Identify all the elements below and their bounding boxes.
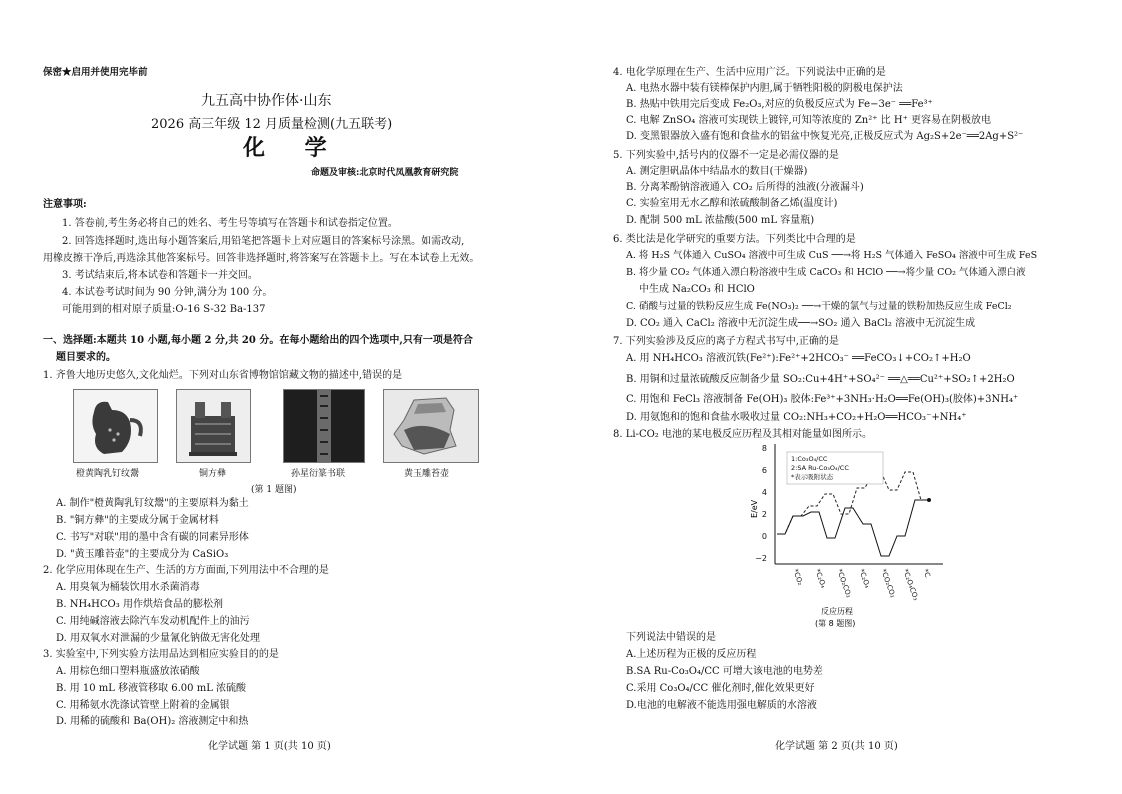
x-tick: *C₂O₄	[857, 567, 872, 590]
x-tick: *CO₂CO₂	[879, 567, 897, 599]
notice-heading: 注意事项:	[43, 199, 87, 210]
q6-option-d: D. CO₂ 通入 CaCl₂ 溶液中无沉淀生成──→SO₂ 通入 BaCl₂ 溶液中无沉淀生成	[626, 318, 976, 329]
q3-option-a: A. 用棕色细口塑料瓶盛放浓硝酸	[56, 666, 200, 677]
exam-title: 2026 高三年级 12 月质量检测(九五联考)	[151, 117, 393, 132]
question-1: 1. 齐鲁大地历史悠久,文化灿烂。下列对山东省博物馆馆藏文物的描述中,错误的是	[43, 370, 403, 381]
chart-caption: (第 8 题图)	[815, 619, 856, 628]
photo-caption-1: 橙黄陶乳钉纹鬶	[76, 469, 140, 479]
question-2: 2. 化学应用体现在生产、生活的方方面面,下列用法中不合理的是	[43, 565, 329, 576]
q5-option-c: C. 实验室用无水乙醇和浓硫酸制备乙烯(温度计)	[626, 198, 838, 209]
q1-option-a: A. 制作"橙黄陶乳钉纹鬶"的主要原料为黏土	[56, 498, 249, 509]
y-tick: 4	[761, 488, 767, 497]
x-tick: *C₂O₄CO₃	[901, 567, 920, 602]
notice-2: 2. 回答选择题时,选出每小题答案后,用铅笔把答题卡上对应题目的答案标号涂黑。如需改动,	[62, 236, 465, 247]
notice-2b: 用橡皮擦干净后,再选涂其他答案标号。回答非选择题时,将答案写在答题卡上。写在本试卷上无效。	[43, 253, 480, 264]
x-tick: *C	[921, 567, 932, 579]
section-1-heading-cont: 题目要求的。	[56, 352, 116, 363]
figure-1-caption: (第 1 题图)	[251, 485, 297, 495]
q1-option-b: B. "铜方彝"的主要成分属于金属材料	[56, 515, 219, 526]
q8-option-a: A.上述历程为正极的反应历程	[626, 649, 757, 660]
legend-series-2: 2:SA Ru-Co₃O₄/CC	[791, 464, 849, 472]
x-tick: *C₂O₄	[813, 567, 828, 590]
y-tick: 0	[761, 532, 767, 541]
q8-option-d: D.电池的电解液不能选用强电解质的水溶液	[626, 700, 817, 711]
q5-option-d: D. 配制 500 mL 浓盐酸(500 mL 容量瓶)	[626, 215, 815, 226]
q1-option-c: C. 书写"对联"用的墨中含有碳的同素异形体	[56, 532, 249, 543]
q5-option-b: B. 分离苯酚钠溶液通入 CO₂ 后所得的浊液(分液漏斗)	[626, 182, 864, 193]
y-axis-label: E/eV	[750, 499, 759, 518]
q6-option-c: C. 硝酸与过量的铁粉反应生成 Fe(NO₃)₂ ──→干燥的氯气与过量的铁粉加热反应生成 FeCl₂	[626, 301, 1012, 312]
question-6: 6. 类比法是化学研究的重要方法。下列类比中合理的是	[613, 234, 856, 245]
page-footer-left: 化学试题 第 1 页(共 10 页)	[208, 741, 331, 752]
q7-option-a: A. 用 NH₄HCO₃ 溶液沉铁(Fe²⁺):Fe²⁺+2HCO₃⁻ ══FeCO₃↓+CO₂↑+H₂O	[626, 353, 971, 364]
question-7: 7. 下列实验涉及反应的离子方程式书写中,正确的是	[613, 336, 839, 347]
legend-series-1: 1:Co₃O₄/CC	[791, 455, 828, 463]
x-tick: *CO₂CO₂	[835, 567, 853, 599]
end-point	[927, 498, 931, 502]
question-4: 4. 电化学原理在生产、生活中应用广泛。下列说法中正确的是	[613, 67, 886, 78]
q8-stem: 下列说法中错误的是	[626, 632, 716, 643]
q4-option-a: A. 电热水器中装有镁棒保护内胆,属于牺牲阳极的阴极电保护法	[626, 83, 903, 94]
notice-3: 3. 考试结束后,将本试卷和答题卡一并交回。	[62, 270, 258, 281]
q4-option-d: D. 变黑银器放入盛有饱和食盐水的铝盆中恢复光亮,正极反应式为 Ag₂S+2e⁻══2Ag+S²⁻	[626, 131, 1024, 142]
org-title: 九五高中协作体·山东	[201, 93, 332, 109]
y-tick: 6	[761, 466, 767, 475]
atomic-mass-line: 可能用到的相对原子质量:O-16 S-32 Ba-137	[62, 304, 266, 315]
photo-jade-pot	[383, 389, 479, 463]
photo-calligraphy	[283, 389, 365, 463]
x-axis-label: 反应历程	[821, 607, 853, 616]
q2-option-b: B. NH₄HCO₃ 用作烘焙食品的膨松剂	[56, 599, 223, 610]
q5-option-a: A. 测定胆矾晶体中结晶水的数目(干燥器)	[626, 166, 808, 177]
q2-option-c: C. 用纯碱溶液去除汽车发动机配件上的油污	[56, 616, 250, 627]
subject-title: 化 学	[243, 135, 343, 161]
q3-option-c: C. 用稀氨水洗涤试管壁上附着的金属银	[56, 700, 230, 711]
q2-option-a: A. 用臭氧为桶装饮用水杀菌消毒	[56, 582, 200, 593]
q7-option-d: D. 用氨饱和的饱和食盐水吸收过量 CO₂:NH₃+CO₂+H₂O══HCO₃⁻+NH₄⁺	[626, 412, 967, 423]
confidential-label: 保密★启用并使用完毕前	[43, 67, 148, 78]
question-8: 8. Li-CO₂ 电池的某电极反应历程及其相对能量如图所示。	[613, 429, 872, 440]
photo-bronze	[176, 389, 251, 463]
q6-option-b: B. 将少量 CO₂ 气体通入漂白粉溶液中生成 CaCO₃ 和 HClO ──→将少量 CO₂ 气体通入漂白液	[626, 267, 1026, 278]
q7-option-b: B. 用铜和过量浓硫酸反应制备少量 SO₂:Cu+4H⁺+SO₄²⁻ ══△══Cu²⁺+SO₂↑+2H₂O	[626, 374, 1015, 385]
q6-option-a: A. 将 H₂S 气体通入 CuSO₄ 溶液中可生成 CuS ──→将 H₂S 气体通入 FeSO₄ 溶液中可生成 FeS	[626, 250, 1038, 261]
q8-option-b: B.SA Ru-Co₃O₄/CC 可增大该电池的电势差	[626, 666, 823, 677]
q3-option-d: D. 用稀的硫酸和 Ba(OH)₂ 溶液测定中和热	[56, 716, 249, 727]
photo-pottery	[73, 389, 158, 463]
author-line: 命题及审核:北京时代凤凰教育研究院	[311, 168, 459, 178]
page-footer-right: 化学试题 第 2 页(共 10 页)	[775, 741, 898, 752]
notice-1: 1. 答卷前,考生务必将自己的姓名、考生号等填写在答题卡和试卷指定位置。	[62, 218, 398, 229]
energy-profile-chart	[745, 438, 955, 628]
legend-note: *表示吸附状态	[791, 473, 834, 481]
notice-4: 4. 本试卷考试时间为 90 分钟,满分为 100 分。	[62, 287, 273, 298]
y-tick: 2	[761, 510, 767, 519]
section-1-heading: 一、选择题:本题共 10 小题,每小题 2 分,共 20 分。在每小题给出的四个选项中,只有一项是符合	[43, 335, 473, 346]
x-tick: *CO₂	[791, 567, 805, 587]
q1-option-d: D. "黄玉雕苔壶"的主要成分为 CaSiO₃	[56, 549, 229, 560]
q4-option-b: B. 热贴中铁用完后变成 Fe₂O₃,对应的负极反应式为 Fe−3e⁻ ══Fe³⁺	[626, 99, 933, 110]
q7-option-c: C. 用饱和 FeCl₃ 溶液制备 Fe(OH)₃ 胶体:Fe³⁺+3NH₃·H₂O══Fe(OH)₃(胶体)+3NH₄⁺	[626, 394, 1019, 405]
q8-option-c: C.采用 Co₃O₄/CC 催化剂时,催化效果更好	[626, 683, 815, 694]
q2-option-d: D. 用双氧水对泄漏的少量氰化钠做无害化处理	[56, 633, 261, 644]
series-2-line	[777, 500, 929, 556]
photo-caption-2: 铜方彝	[199, 469, 227, 479]
photo-caption-3: 孙星衍篆书联	[291, 469, 346, 479]
question-5: 5. 下列实验中,括号内的仪器不一定是必需仪器的是	[613, 150, 839, 161]
question-3: 3. 实验室中,下列实验方法用品达到相应实验目的的是	[43, 649, 279, 660]
q6-option-b-cont: 中生成 Na₂CO₃ 和 HClO	[639, 284, 755, 295]
y-tick: −2	[755, 554, 767, 563]
q3-option-b: B. 用 10 mL 移液管移取 6.00 mL 浓硫酸	[56, 683, 247, 694]
photo-caption-4: 黄玉雕苔壶	[404, 469, 450, 479]
y-tick: 8	[761, 444, 767, 453]
q4-option-c: C. 电解 ZnSO₄ 溶液可实现铁上镀锌,可知等浓度的 Zn²⁺ 比 H⁺ 更容易在阴极放电	[626, 115, 992, 126]
